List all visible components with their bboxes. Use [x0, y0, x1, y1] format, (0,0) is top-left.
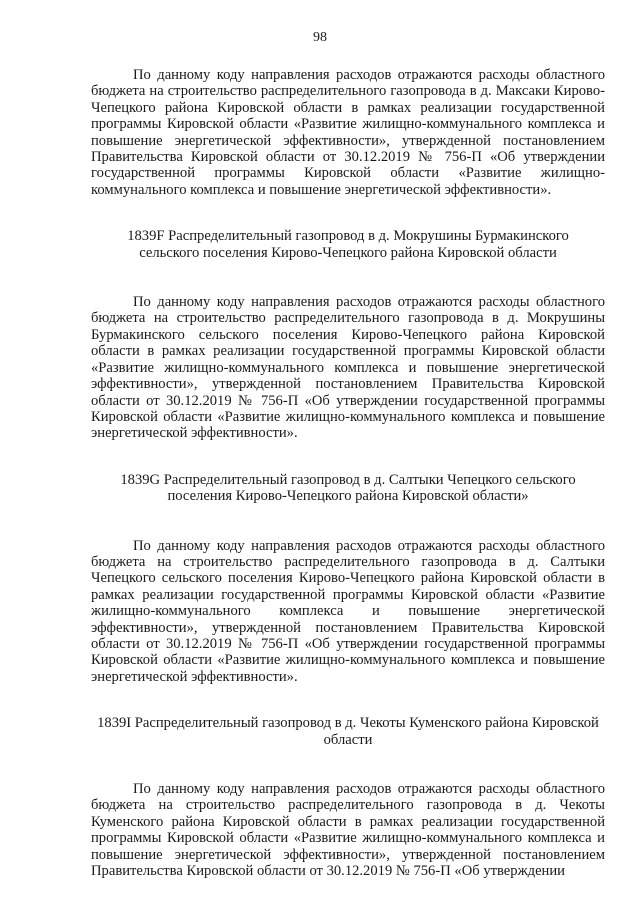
paragraph-mokrushiny: По данному коду направления расходов отражаются расходы областного бюджета на строительство распределительного газопровода в д. Мокрушины Бурмакинского сельского поселения Кирово-Чепецкого района Кировской области в рамках реализации государственной программы Кировской области «Развитие жилищно-коммунального комплекса и повышение энергетической эффективности», утвержденной постановлением Правительства Кировской области от 30.12.2019 № 756-П «Об утверждении государственной программы Кировской области «Развитие жилищно-коммунального комплекса и повышение энергетической эффективности».	[91, 294, 605, 442]
section-heading-1839I: 1839I Распределительный газопровод в д. Чекоты Куменского района Кировской области	[97, 715, 599, 748]
paragraph-chekoty: По данному коду направления расходов отражаются расходы областного бюджета на строительство распределительного газопровода в д. Чекоты Куменского района Кировской области в рамках реализации государственной программы Кировской области «Развитие жилищно-коммунального комплекса и повышение энергетической эффективности», утвержденной постановлением Правительства Кировской области от 30.12.2019 № 756-П «Об утверждении	[91, 781, 605, 880]
document-body	[91, 67, 605, 879]
paragraph-saltyki: По данному коду направления расходов отражаются расходы областного бюджета на строительство распределительного газопровода в д. Салтыки Чепецкого сельского поселения Кирово-Чепецкого района Кировской области в рамках реализации государственной программы Кировской области «Развитие жилищно-коммунального комплекса и повышение энергетической эффективности», утвержденной постановлением Правительства Кировской области от 30.12.2019 № 756-П «Об утверждении государственной программы Кировской области «Развитие жилищно-коммунального комплекса и повышение энергетической эффективности».	[91, 537, 605, 685]
page-number: 98	[313, 30, 327, 45]
paragraph-maksaki: По данному коду направления расходов отражаются расходы областного бюджета на строительство распределительного газопровода в д. Максаки Кирово-Чепецкого района Кировской области в рамках реализации государственной программы Кировской области «Развитие жилищно-коммунального комплекса и повышение энергетической эффективности», утвержденной постановлением Правительства Кировской области от 30.12.2019 № 756-П «Об утверждении государственной программы Кировской области «Развитие жилищно-коммунального комплекса и повышение энергетической эффективности».	[91, 67, 605, 198]
section-heading-1839F: 1839F Распределительный газопровод в д. Мокрушины Бурмакинского сельского поселения Кирово-Чепецкого района Кировской области	[127, 228, 569, 261]
section-heading-1839G: 1839G Распределительный газопровод в д. Салтыки Чепецкого сельского поселения Кирово-Чепецкого района Кировской области»	[120, 471, 576, 505]
